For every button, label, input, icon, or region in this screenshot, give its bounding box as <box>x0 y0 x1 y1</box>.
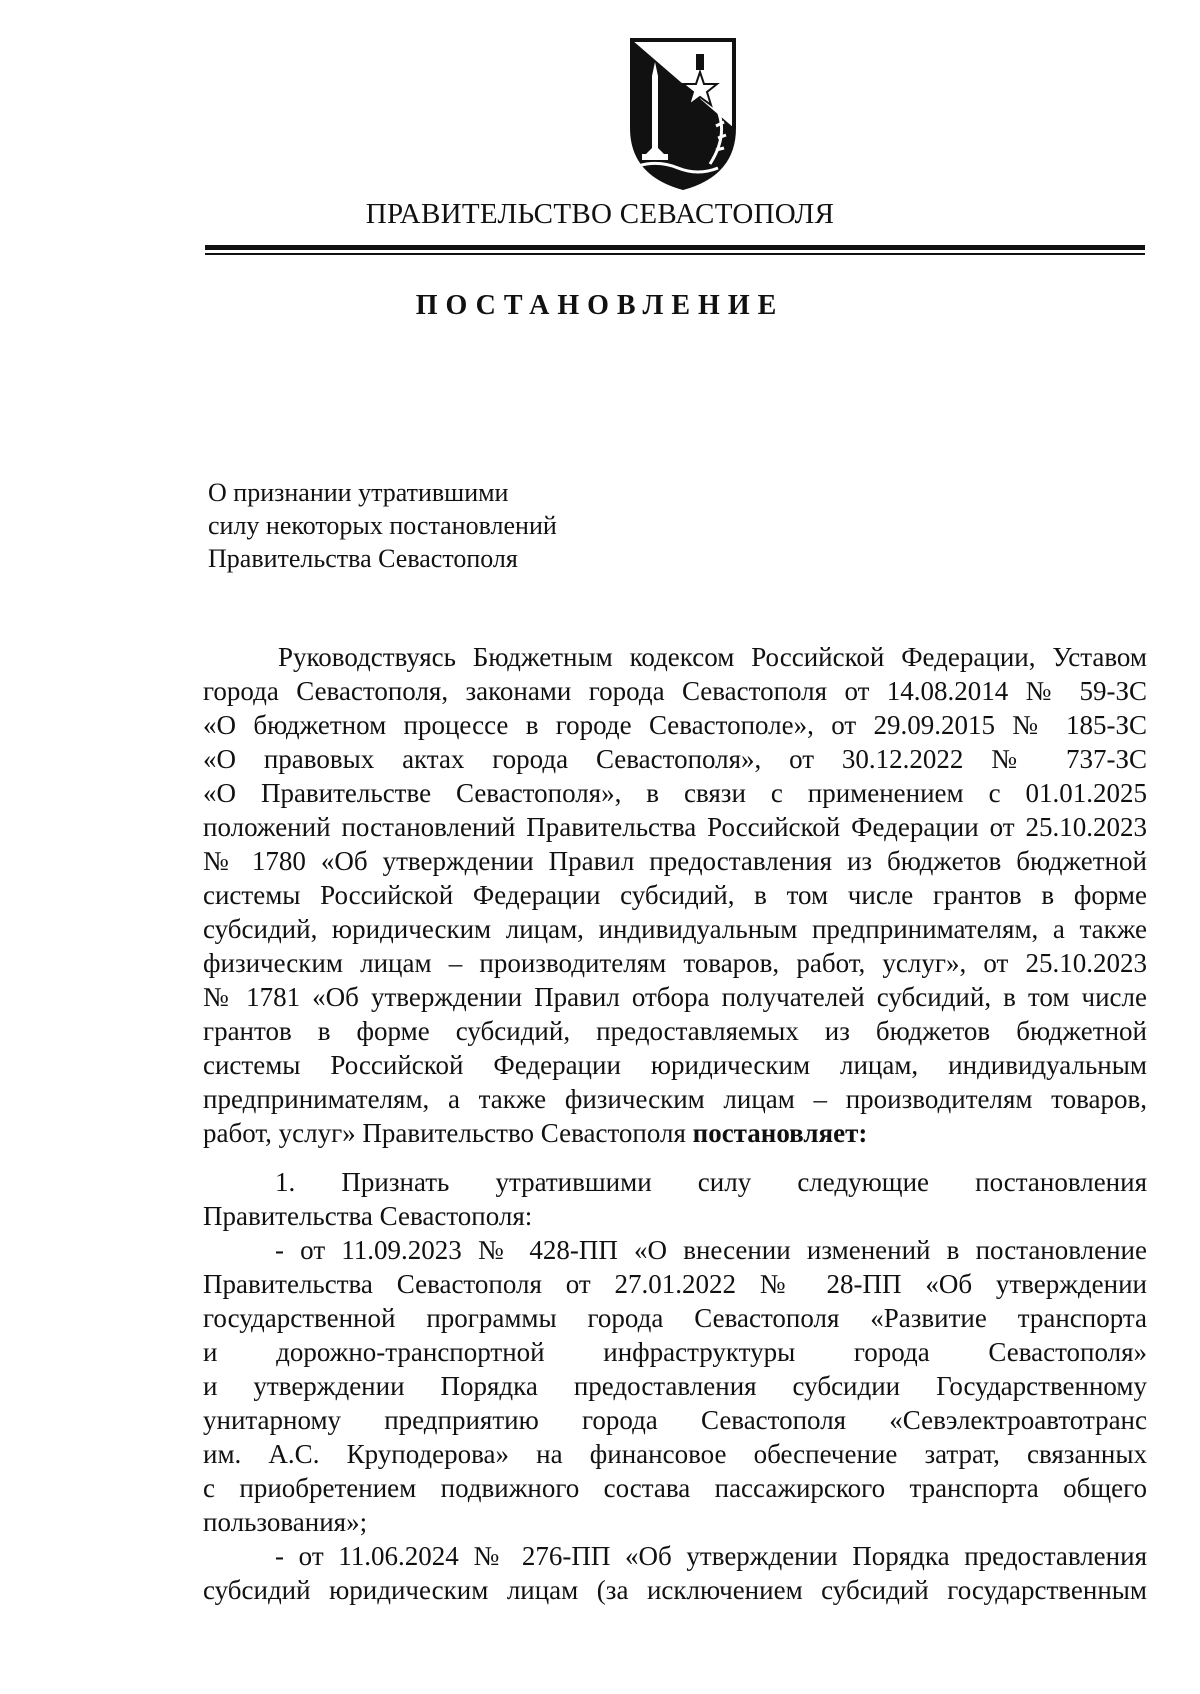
text-line: «О Правительстве Севастополя», в связи с применением с 01.01.2025 <box>203 778 1147 808</box>
decree-verb: постановляет: <box>692 1118 868 1148</box>
subject-line: силу некоторых постановлений <box>208 511 557 540</box>
text-line: физическим лицам – производителям товаров, работ, услуг», от 25.10.2023 <box>203 948 1147 978</box>
text-line: с приобретением подвижного состава пассажирского транспорта общего <box>203 1473 1147 1503</box>
text-line: и дорожно-транспортной инфраструктуры города Севастополя» <box>203 1337 1147 1367</box>
text-line: № 1781 «Об утверждении Правил отбора получателей субсидий, в том числе <box>203 982 1147 1012</box>
text-line: положений постановлений Правительства Российской Федерации от 25.10.2023 <box>203 812 1147 842</box>
text-line: и утверждении Порядка предоставления субсидии Государственному <box>203 1371 1147 1401</box>
text-line: системы Российской Федерации юридическим лицам, индивидуальным <box>203 1050 1147 1080</box>
preamble-paragraph <box>203 640 1147 1150</box>
header-rule-thin <box>205 253 1145 255</box>
sevastopol-coat-of-arms <box>618 36 748 191</box>
text-fragment: работ, услуг» Правительство Севастополя <box>203 1118 693 1148</box>
text-line: Руководствуясь Бюджетным кодексом Российской Федерации, Уставом <box>278 642 1147 672</box>
text-line: города Севастополя, законами города Севастополя от 14.08.2014 № 59-ЗС <box>203 676 1147 706</box>
text-line: предпринимателям, а также физическим лицам – производителям товаров, <box>203 1084 1147 1114</box>
government-title: ПРАВИТЕЛЬСТВО СЕВАСТОПОЛЯ <box>365 198 835 230</box>
text-line: «О правовых актах города Севастополя», от 30.12.2022 № 737-ЗС <box>203 744 1147 774</box>
text-line: субсидий, юридическим лицам, индивидуальным предпринимателям, а также <box>203 914 1147 944</box>
text-line: им. А.С. Круподерова» на финансовое обеспечение затрат, связанных <box>203 1439 1147 1469</box>
subject-line: О признании утратившими <box>208 478 509 507</box>
header-rule-thick <box>205 245 1145 250</box>
document-subject <box>208 476 557 575</box>
document-type-heading: ПОСТАНОВЛЕНИЕ <box>415 290 785 321</box>
text-line: - от 11.06.2024 № 276-ПП «Об утверждении Порядка предоставления <box>275 1541 1147 1571</box>
text-line: 1. Признать утратившими силу следующие постановления <box>275 1167 1147 1197</box>
text-line: субсидий юридическим лицам (за исключением субсидий государственным <box>203 1575 1147 1605</box>
text-line: грантов в форме субсидий, предоставляемых из бюджетов бюджетной <box>203 1016 1147 1046</box>
text-line: государственной программы города Севастополя «Развитие транспорта <box>203 1303 1147 1333</box>
text-line: - от 11.09.2023 № 428-ПП «О внесении изменений в постановление <box>275 1235 1147 1265</box>
subject-line: Правительства Севастополя <box>208 544 518 573</box>
item-1-paragraph <box>203 1165 1147 1607</box>
text-line <box>203 1116 1147 1150</box>
text-line: пользования»; <box>203 1507 368 1537</box>
text-line: № 1780 «Об утверждении Правил предоставления из бюджетов бюджетной <box>203 846 1147 876</box>
text-line: Правительства Севастополя от 27.01.2022 № 28-ПП «Об утверждении <box>203 1269 1147 1299</box>
text-line: «О бюджетном процессе в городе Севастополе», от 29.09.2015 № 185-ЗС <box>203 710 1147 740</box>
text-line: Правительства Севастополя: <box>203 1201 533 1231</box>
text-line: унитарному предприятию города Севастополя «Севэлектроавтотранс <box>203 1405 1147 1435</box>
text-line: системы Российской Федерации субсидий, в том числе грантов в форме <box>203 880 1147 910</box>
